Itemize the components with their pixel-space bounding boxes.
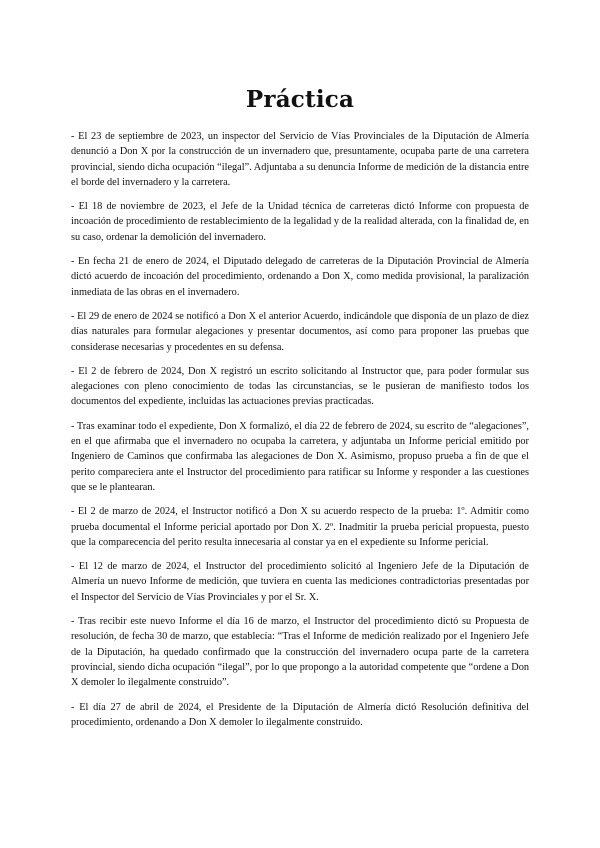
paragraph-1: - El 23 de septiembre de 2023, un inspector del Servicio de Vías Provinciales de la Diputación de Almería denunció a Don X por la construcción de un invernadero que, presuntamente, ocupaba parte de una carretera provincial, siendo dicha ocupación “ilegal”. Adjuntaba a su denuncia Informe de medición de la distancia entre el borde del invernadero y la carretera.	[71, 131, 529, 188]
paragraph-3: - En fecha 21 de enero de 2024, el Diputado delegado de carreteras de la Diputación Provincial de Almería dictó acuerdo de incoación del procedimiento, ordenando a Don X, como medida provisional, la paralización inmediata de las obras en el invernadero.	[71, 256, 529, 298]
document-body	[71, 129, 529, 730]
paragraph-10: - El día 27 de abril de 2024, el Presidente de la Diputación de Almería dictó Resolución definitiva del procedimiento, ordenando a Don X demoler lo ilegalmente construido.	[71, 701, 529, 728]
paragraph-9: - Tras recibir este nuevo Informe el día 16 de marzo, el Instructor del procedimiento dictó su Propuesta de resolución, de fecha 30 de marzo, que establecía: “Tras el Informe de medición realizado por el Ingeniero Jefe de la Diputación, ha quedado confirmado que la construcción del invernadero ocupa parte de la carretera provincial, siendo dicha ocupación “ilegal”, por lo que propongo a la autoridad competente que “ordene a Don X demoler lo ilegalmente construido”.	[71, 616, 529, 689]
paragraph-5: - El 2 de febrero de 2024, Don X registró un escrito solicitando al Instructor que, para poder formular sus alegaciones con pleno conocimiento de todas las circunstancias, se le pusieran de manifiesto todos los documentos del expediente, incluidas las actuaciones previas practicadas.	[71, 365, 529, 408]
paragraph-7: - El 2 de marzo de 2024, el Instructor notificó a Don X su acuerdo respecto de la prueba: 1º. Admitir como prueba documental el Informe pericial aportado por Don X. 2º. Inadmitir la prueba pericial propuesta, puesto que la comparecencia del perito resulta innecesaria al constar ya en el expediente su Informe pericial.	[71, 506, 529, 548]
paragraph-8: - El 12 de marzo de 2024, el Instructor del procedimiento solicitó al Ingeniero Jefe de la Diputación de Almería un nuevo Informe de medición, que tuviera en cuenta las mediciones contradictorias presentadas por el Inspector del Servicio de Vías Provinciales y por el Sr. X.	[71, 561, 529, 603]
paragraph-2: - El 18 de noviembre de 2023, el Jefe de la Unidad técnica de carreteras dictó Informe con propuesta de incoación de procedimiento de restablecimiento de la legalidad y de la realidad alterada, con la finalidad de, en su caso, ordenar la demolición del invernadero.	[71, 201, 529, 243]
page-title: Práctica	[245, 86, 355, 113]
paragraph-4: - El 29 de enero de 2024 se notificó a Don X el anterior Acuerdo, indicándole que disponía de un plazo de diez días naturales para formular alegaciones y presentar documentos, así como para proponer las pruebas que considerase necesarias y procedentes en su defensa.	[71, 310, 529, 353]
paragraph-6: - Tras examinar todo el expediente, Don X formalizó, el día 22 de febrero de 2024, su escrito de “alegaciones”, en el que afirmaba que el invernadero no ocupaba la carretera, y adjuntaba un Informe pericial emitido por Ingeniero de Caminos que confirmaba las alegaciones de Don X. Asimismo, propuso prueba a fin de que el perito compareciera ante el Instructor del procedimiento para ratificar su Informe y responder a las cuestiones que se le plantearan.	[71, 420, 529, 493]
